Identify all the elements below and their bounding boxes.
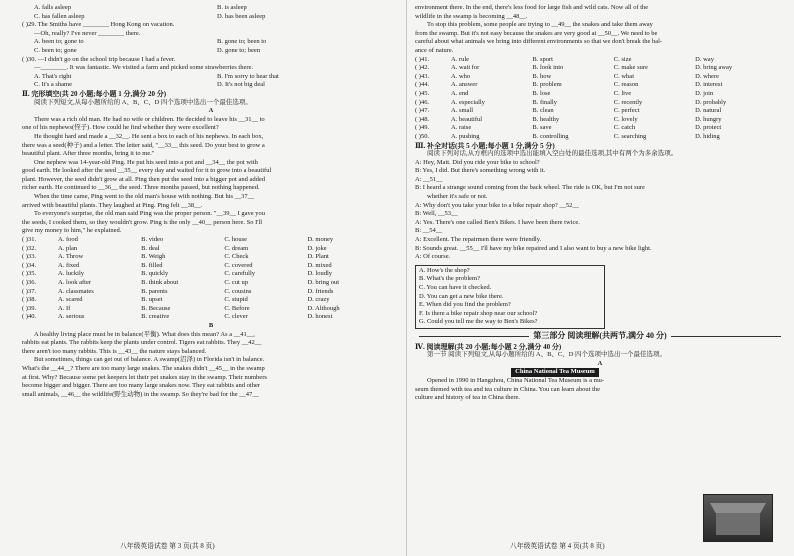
option-d: D. hungry xyxy=(695,115,722,123)
dialogue-option: D. You can get a new bike there. xyxy=(419,292,504,300)
option-row xyxy=(415,64,785,73)
option-a: A. small xyxy=(451,107,474,115)
dialogue-line: A: Why don't you take your bike to a bike repair shop? __52__ xyxy=(415,201,579,209)
q29-options-row1 xyxy=(22,38,400,47)
dialogue-options-box xyxy=(415,265,605,329)
q29-option-d: D. gone to; been xyxy=(217,46,260,54)
question-number: ( )50. xyxy=(415,132,430,140)
option-row xyxy=(22,305,400,314)
q28-options-row1 xyxy=(22,4,400,13)
option-b: B. save xyxy=(532,124,552,132)
q28-option-b: B. is asleep xyxy=(217,4,247,11)
passage-a-line: give my money to him," he explained. xyxy=(22,227,122,235)
part3-divider xyxy=(415,332,785,341)
option-c: C. size xyxy=(613,55,632,63)
passage-b-line: careful about what animals we bring into different environments so that we don't break the bal- xyxy=(415,38,663,46)
q29-options-row2 xyxy=(22,47,400,56)
question-number: ( )32. xyxy=(22,244,37,252)
option-c: C. perfect xyxy=(613,107,640,115)
dialogue-option: B. What's the problem? xyxy=(419,275,480,283)
option-c: C. Before xyxy=(224,304,250,312)
option-row xyxy=(415,133,785,142)
option-row xyxy=(22,236,400,245)
passage-b-line: A healthy living place must be in balance(平衡). What does this mean? As a __41__, xyxy=(34,330,255,338)
q30-option-a: A. That's right xyxy=(34,72,72,80)
passage-b-line: environment there. In the end, there's less food for large fish and wild cats. Now all of the xyxy=(415,4,649,11)
left-page xyxy=(22,4,400,556)
option-b: B. lose xyxy=(532,89,551,97)
option-d: D. probably xyxy=(695,98,727,106)
section-cloze-heading: Ⅱ. 完形填空(共 20 小题;每小题 1 分,满分 20 分) xyxy=(22,89,167,98)
reading-a-label: A xyxy=(597,359,603,367)
option-c: C. stupid xyxy=(224,296,248,304)
dialogue-line: A: __51__ xyxy=(415,175,443,183)
option-a: A. plan xyxy=(58,244,78,252)
option-d: D. way xyxy=(695,55,714,63)
dialogue-option: C. You can have it checked. xyxy=(419,284,492,291)
option-d: D. Although xyxy=(307,304,340,312)
option-b: B. creative xyxy=(141,313,170,321)
option-row xyxy=(22,270,400,279)
dialogue-line: A: Hey, Matt. Did you ride your bike to school? xyxy=(415,158,540,166)
museum-title: China National Tea Museum xyxy=(511,368,599,377)
dialogue-line: B: Sounds great. __55__ I'll have my bike repaired and I also want to buy a new bike light. xyxy=(415,244,652,252)
passage-a-line: richer earth. He continued to __36__ the seed. Three months passed, but nothing happened. xyxy=(22,184,260,192)
option-a: A. who xyxy=(451,72,471,80)
passage-b-line: But sometimes, things can get out of balance. A swamp(沼泽) in Florida isn't in balance. xyxy=(34,356,265,364)
option-a: A. rule xyxy=(451,55,470,63)
dialogue-option: F. Is there a bike repair shop near our school? xyxy=(419,309,538,317)
option-c: C. recently xyxy=(613,98,643,106)
question-number: ( )48. xyxy=(415,115,430,123)
option-d: D. Plant xyxy=(307,253,329,261)
section-reading-heading: Ⅳ. 阅读理解(共 20 小题;每小题 2 分,满分 40 分) xyxy=(415,342,562,351)
option-a: A. raise xyxy=(451,124,472,132)
option-d: D. join xyxy=(695,89,714,97)
dialogue-line: A: Of course. xyxy=(415,253,451,261)
divider-line xyxy=(671,336,781,337)
q28-option-c: C. has fallen asleep xyxy=(34,12,85,20)
option-d: D. honest xyxy=(307,313,333,321)
q29-option-c: C. been to; gone xyxy=(34,46,77,54)
q30-option-b: B. I'm sorry to hear that xyxy=(217,72,279,80)
option-row xyxy=(415,99,785,108)
option-b: B. think about xyxy=(141,279,179,286)
option-a: A. scared xyxy=(58,296,83,304)
cloze-a-options xyxy=(22,236,400,322)
passage-b-line: from the swamp. But it's not easy because the snakes are very good at __50__. We need to be xyxy=(415,29,658,37)
option-d: D. bring out xyxy=(307,279,340,286)
option-a: A. If xyxy=(58,304,71,312)
passage-a-line: good earth. He looked after the seed __35__ every day and waited for it to grow into a beautiful xyxy=(22,167,272,175)
option-b: B. filled xyxy=(141,261,163,269)
passage-a-line: there was a seed(种子) and a letter. The letter said, "__33__ this seed. Do your best to grow a xyxy=(22,141,265,149)
option-a: A. serious xyxy=(58,313,85,321)
passage-a-line: one of his nephews(侄子). How could he find whether they were excellent? xyxy=(22,124,219,132)
option-c: C. searching xyxy=(613,132,647,140)
option-c: C. Check xyxy=(224,253,249,261)
passage-a-line: There was a rich old man. He had no wife or children. He decided to leave his __31__ to xyxy=(34,115,265,123)
option-c: C. dream xyxy=(224,244,249,252)
option-c: C. make sure xyxy=(613,64,648,72)
dialogue-option: G. Could you tell me the way to Ben's Bikes? xyxy=(419,318,538,326)
option-a: A. classmates xyxy=(58,287,94,295)
option-b: B. how xyxy=(532,72,552,80)
museum-building-shape xyxy=(716,513,760,535)
option-c: C. reason xyxy=(613,81,639,89)
option-c: C. carefully xyxy=(224,270,255,278)
option-a: A. wait for xyxy=(451,64,480,72)
question-number: ( )45. xyxy=(415,89,430,97)
divider-line xyxy=(419,336,529,337)
question-number: ( )31. xyxy=(22,236,37,244)
section-dialogue-instruction: 阅读下列对话,从方框内的选项中选出能填入空白处的最佳选项,其中有两个为多余选项。 xyxy=(427,150,678,158)
question-number: ( )36. xyxy=(22,279,37,286)
option-row xyxy=(415,56,785,65)
question-number: ( )49. xyxy=(415,124,430,132)
option-d: D. money xyxy=(307,236,334,244)
option-b: B. clean xyxy=(532,107,554,115)
option-c: C. cousins xyxy=(224,287,252,295)
dialogue-line: B: __54__ xyxy=(415,227,443,235)
passage-b-line: there aren't too many rabbits. This is __43__ the nature stays balanced. xyxy=(22,347,207,355)
passage-a-line: beautiful plant. After three months, bring it to me." xyxy=(22,150,155,158)
q30-options-row2 xyxy=(22,81,400,90)
option-b: B. Because xyxy=(141,304,171,312)
passage-a-line: To everyone's surprise, the old man said Ping was the proper person. "__39__ I gave you xyxy=(34,210,266,218)
option-b: B. video xyxy=(141,236,164,244)
q30-option-c: C. It's a shame xyxy=(34,81,72,89)
option-b: B. finally xyxy=(532,98,557,106)
question-number: ( )40. xyxy=(22,313,37,321)
dialogue-option: A. How's the shop? xyxy=(419,266,470,274)
q29-stem: ( )29. The Smiths have ________ Hong Kong on vacation. xyxy=(22,21,175,29)
option-row xyxy=(415,116,785,125)
passage-b-line: at first. Why? Because some pet keepers let their pet snakes stay in the swamp. Their numbers xyxy=(22,373,267,381)
option-row xyxy=(22,288,400,297)
option-d: D. loudly xyxy=(307,270,333,278)
passage-b-label: B xyxy=(208,321,214,329)
option-b: B. controlling xyxy=(532,132,569,140)
option-c: C. what xyxy=(613,72,635,80)
passage-b-line: wildlife in the swamp is becoming __48__. xyxy=(415,12,528,20)
option-b: B. healthy xyxy=(532,115,560,123)
option-row xyxy=(415,73,785,82)
q29-option-a: A. been to; gone to xyxy=(34,38,84,46)
option-b: B. deal xyxy=(141,244,160,252)
q30-option-d: D. It's not big deal xyxy=(217,81,265,89)
passage-a-line: arrived with beautiful plants. They laughed at Ping. Ping felt __38__. xyxy=(22,201,203,209)
part3-heading: 第三部分 阅读理解(共两节,满分 40 分) xyxy=(533,330,667,340)
passage-b-line: rabbits eat plants. The rabbits keep the plants under control. Tigers eat rabbits. They __42__ xyxy=(22,339,262,347)
option-a: A. luckily xyxy=(58,270,84,278)
museum-roof-shape xyxy=(710,503,766,513)
question-number: ( )46. xyxy=(415,98,430,106)
option-d: D. protect xyxy=(695,124,722,132)
option-a: A. answer xyxy=(451,81,478,89)
option-row xyxy=(415,81,785,90)
option-a: A. Throw xyxy=(58,253,84,261)
question-number: ( )38. xyxy=(22,296,37,304)
dialogue-option: E. When did you find the problem? xyxy=(419,301,511,309)
question-number: ( )37. xyxy=(22,287,37,295)
dialogue-line: whether it's safe or not. xyxy=(427,193,488,201)
q29-stem-reply: —Oh, really? I've never ________ there. xyxy=(34,29,141,37)
option-c: C. cut up xyxy=(224,279,248,286)
right-page-footer: 八年级英语试卷 第 4 页(共 8 页) xyxy=(510,543,605,550)
option-a: A. fixed xyxy=(58,261,80,269)
option-d: D. interest xyxy=(695,81,723,89)
option-a: A. end xyxy=(451,89,469,97)
passage-b-line: What's the __44__? There are too many large snakes. The snakes didn't __45__ in the swamp xyxy=(22,364,265,372)
option-c: C. house xyxy=(224,236,248,244)
dialogue-line: A: Yes. There's one called Ben's Bikes. I have been there twice. xyxy=(415,218,580,226)
question-number: ( )34. xyxy=(22,261,37,269)
option-row xyxy=(22,245,400,254)
passage-b-line: To stop this problem, some people are trying to __49__ the snakes and take them away xyxy=(427,21,653,29)
q28-option-d: D. has been asleep xyxy=(217,12,266,20)
option-b: B. quickly xyxy=(141,270,169,278)
option-b: B. parents xyxy=(141,287,168,295)
option-row xyxy=(22,262,400,271)
right-page xyxy=(415,4,785,556)
section-cloze-instruction: 阅读下列短文,从每小题所给的 A、B、C、D 四个选项中选出一个最佳选项。 xyxy=(34,98,252,106)
question-number: ( )41. xyxy=(415,55,430,63)
passage-b-line: small animals, __46__ the wildlife(野生动物) in the swamp. So they're bad for the __47__ xyxy=(22,390,259,398)
passage-a-line: He thought hard and made a __32__. He sent a box to each of his nephews. In each box, xyxy=(34,132,264,140)
question-number: ( )33. xyxy=(22,253,37,261)
passage-b-line: ance of nature. xyxy=(415,46,454,54)
option-c: C. clever xyxy=(224,313,248,321)
dialogue-line: B: Yes, I did. But there's something wrong with it. xyxy=(415,167,546,175)
passage-a-line: When the time came, Ping went to the old man's house with nothing. But his __37__ xyxy=(34,193,255,201)
section-reading-instruction: 第一节 阅读下列短文,从每小题所给的 A、B、C、D 四个选项中选出一个最佳选项。 xyxy=(427,351,667,359)
option-d: D. crazy xyxy=(307,296,330,304)
dialogue-line: A: Excellent. The repairmen there were friendly. xyxy=(415,236,542,244)
q30-stem: ( )30. —I didn't go on the school trip because I had a fever. xyxy=(22,55,176,63)
left-page-footer: 八年级英语试卷 第 3 页(共 8 页) xyxy=(120,543,215,550)
option-row xyxy=(415,124,785,133)
option-d: D. mixed xyxy=(307,261,332,269)
option-row xyxy=(22,279,400,288)
passage-a-line: plant. However, the seed didn't grow at all. Ping then put the seed into a bigger pot and added xyxy=(22,175,265,183)
option-b: B. look into xyxy=(532,64,564,72)
option-row xyxy=(415,90,785,99)
option-row xyxy=(22,253,400,262)
option-c: C. live xyxy=(613,89,632,97)
option-d: D. where xyxy=(695,72,719,80)
option-b: B. sport xyxy=(532,55,553,63)
question-number: ( )39. xyxy=(22,304,37,312)
option-a: A. look after xyxy=(58,279,92,286)
option-d: D. joke xyxy=(307,244,327,252)
option-row xyxy=(22,313,400,322)
museum-line: Opened in 1990 in Hangzhou, China National Tea Museum is a mu- xyxy=(427,376,605,384)
passage-a-line: One nephew was 14-year-old Ping. He put his seed into a pot and __34__ the pot with xyxy=(34,158,258,166)
option-d: D. natural xyxy=(695,107,722,115)
option-a: A. beautiful xyxy=(451,115,483,123)
q28-option-a: A. falls asleep xyxy=(34,4,72,11)
option-c: C. covered xyxy=(224,261,253,269)
passage-b-line: become bigger and bigger. There are too many large snakes now. They eat rabbits and other xyxy=(22,382,261,390)
option-d: D. bring away xyxy=(695,64,733,72)
option-d: D. friends xyxy=(307,287,334,295)
option-b: B. problem xyxy=(532,81,562,89)
option-b: B. upset xyxy=(141,296,163,304)
tea-museum-photo xyxy=(703,494,773,542)
q30-options-row1 xyxy=(22,73,400,82)
question-number: ( )35. xyxy=(22,270,37,278)
option-a: A. especially xyxy=(451,98,485,106)
page-gutter xyxy=(406,0,407,556)
section-dialogue-heading: Ⅲ. 补全对话(共 5 小题;每小题 1 分,满分 5 分) xyxy=(415,141,555,150)
option-c: C. catch xyxy=(613,124,636,132)
option-c: C. lovely xyxy=(613,115,638,123)
passage-a-line: the seeds, I cooked them, so they wouldn't grow. Ping is the only __40__ person here. So I'll xyxy=(22,218,263,226)
q30-stem-reply: —________. It was fantastic. We visited a farm and picked some strawberries there. xyxy=(34,64,254,72)
question-number: ( )47. xyxy=(415,107,430,115)
option-row xyxy=(22,296,400,305)
q28-options-row2 xyxy=(22,13,400,22)
dialogue-line: B: Well, __53__ xyxy=(415,210,458,218)
question-number: ( )43. xyxy=(415,72,430,80)
question-number: ( )44. xyxy=(415,81,430,89)
option-b: B. Weigh xyxy=(141,253,166,261)
option-a: A. food xyxy=(58,236,78,244)
question-number: ( )42. xyxy=(415,64,430,72)
option-a: A. pushing xyxy=(451,132,480,140)
cloze-b-options xyxy=(415,56,785,142)
q29-option-b: B. gone to; been to xyxy=(217,38,267,46)
museum-title-wrap xyxy=(415,368,695,377)
dialogue-line: B: I heard a strange sound coming from the back wheel. The ride is OK, but I'm not sure xyxy=(415,184,645,192)
passage-a-label: A xyxy=(208,107,214,115)
option-row xyxy=(415,107,785,116)
museum-line: culture and history of tea in China there. xyxy=(415,394,521,402)
option-d: D. hiding xyxy=(695,132,720,140)
museum-line: seum themed with tea and tea culture in China. You can learn about the xyxy=(415,385,601,393)
